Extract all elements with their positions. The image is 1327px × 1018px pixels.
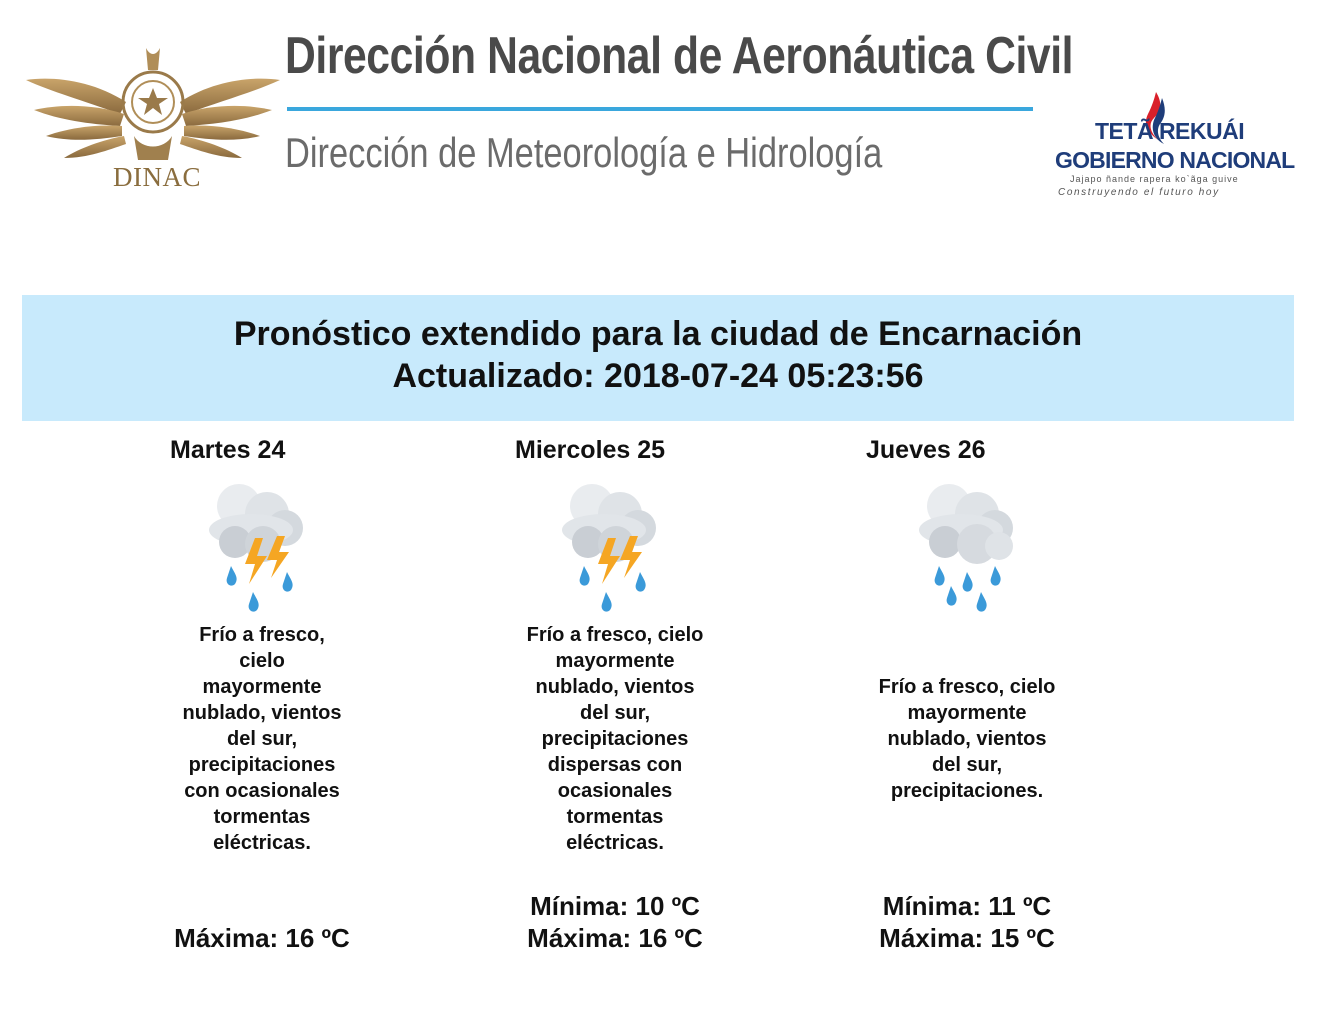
day-name: Jueves 26 <box>866 436 986 464</box>
description-line: dispersas con <box>547 754 683 776</box>
description-line: Frío a fresco, cielo <box>878 676 1056 698</box>
description-line: precipitaciones <box>541 728 689 750</box>
forecast-description <box>505 622 725 856</box>
title-divider <box>287 107 1033 111</box>
day-name: Miercoles 25 <box>515 436 666 464</box>
storm-rain-icon <box>558 480 662 612</box>
forecast-title: Pronóstico extendido para la ciudad de Encarnación <box>233 315 1083 353</box>
max-temperature: Máxima: 15 ºC <box>879 923 1055 953</box>
description-line: nublado, vientos <box>182 702 342 724</box>
forecast-description <box>162 622 362 856</box>
description-line: eléctricas. <box>566 832 664 854</box>
page-header <box>0 0 1327 230</box>
min-temperature: Mínima: 11 ºC <box>882 891 1052 921</box>
description-line: mayormente <box>555 650 675 672</box>
description-line: mayormente <box>202 676 322 698</box>
max-temperature: Máxima: 16 ºC <box>174 923 350 953</box>
description-line: cielo <box>239 650 285 672</box>
page-title: Dirección Nacional de Aeronáutica Civil <box>285 27 1074 85</box>
description-line: eléctricas. <box>213 832 311 854</box>
description-line: del sur, <box>579 702 651 724</box>
rain-cloud-icon <box>915 480 1019 612</box>
description-line: Frío a fresco, <box>199 624 325 646</box>
forecast-updated-timestamp: Actualizado: 2018-07-24 05:23:56 <box>392 357 924 395</box>
min-temperature: Mínima: 10 ºC <box>530 891 700 921</box>
description-line: del sur, <box>226 728 298 750</box>
gov-tagline-spanish: Construyendo el futuro hoy <box>1058 187 1220 198</box>
day-name: Martes 24 <box>170 436 286 464</box>
storm-rain-icon <box>205 480 309 612</box>
dinac-logo-text: DINAC <box>113 162 201 192</box>
description-line: del sur, <box>931 754 1003 776</box>
gov-tagline-guarani: Jajapo ñande rapera ko`ãga guive <box>1070 174 1239 184</box>
description-line: precipitaciones. <box>890 780 1044 802</box>
forecast-banner <box>22 295 1294 421</box>
forecast-description <box>857 674 1077 804</box>
description-line: Frío a fresco, cielo <box>526 624 704 646</box>
gov-logo-line2: GOBIERNO NACIONAL <box>1055 147 1295 173</box>
description-line: nublado, vientos <box>887 728 1047 750</box>
description-line: ocasionales <box>557 780 673 802</box>
gov-logo-line1: TETÃ REKUÁI <box>1095 118 1245 144</box>
description-line: precipitaciones <box>188 754 336 776</box>
max-temperature: Máxima: 16 ºC <box>527 923 703 953</box>
description-line: mayormente <box>907 702 1027 724</box>
description-line: tormentas <box>213 806 311 828</box>
description-line: tormentas <box>566 806 664 828</box>
description-line: con ocasionales <box>184 780 340 802</box>
description-line: nublado, vientos <box>535 676 695 698</box>
page-subtitle: Dirección de Meteorología e Hidrología <box>285 129 883 176</box>
